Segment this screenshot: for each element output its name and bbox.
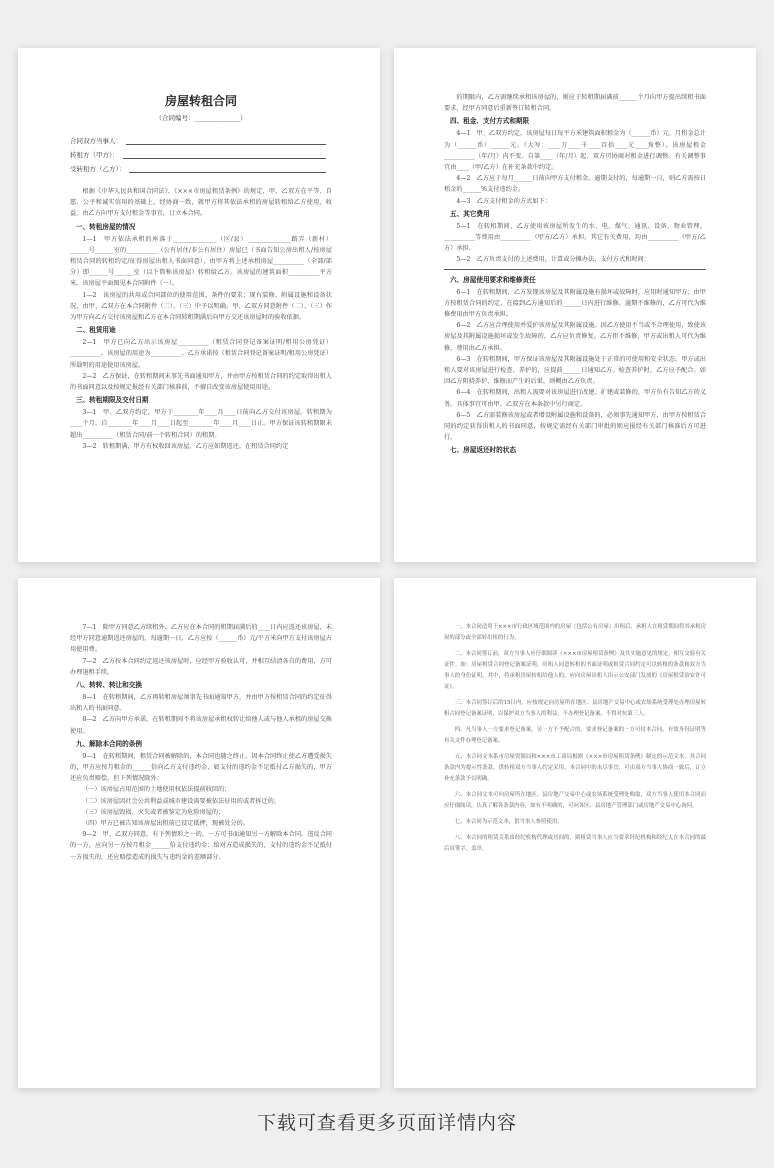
list-item: （四）甲方已被告知该房屋出租前已设定抵押，现被处分的。 — [82, 820, 250, 828]
blank-line — [444, 269, 706, 270]
clause: 3—2 转租期满，甲方有权收回该房屋，乙方应如期返还。在租赁合同约定 — [82, 442, 289, 450]
clause: 4—3 乙方支付租金的方式如下： — [456, 197, 551, 205]
party-label: 转租方（甲方）： — [70, 151, 119, 159]
section-heading: 四、租金、支付方式和期限 — [450, 117, 530, 126]
section-heading: 九、解除本合同的条例 — [76, 739, 142, 748]
clause: 7—1 除甲方同意乙方续租外、乙方应在本合同的租期届满后的____日内应返还该房屋，未经甲方同意逾期返还房屋的，每逾期一日，乙方应按（______币）元/平方米向甲方支付该房屋占用使用费。 — [70, 624, 332, 654]
list-item: （三）该房屋毁损、灭失或者被鉴定为危险房屋的； — [82, 808, 225, 816]
contract-page-1 — [18, 48, 380, 562]
contract-number: （合同编号：______________） — [155, 114, 247, 122]
note: 二、本合同签订前，双方当事人应仔细阅读《×××市房屋租赁条例》及其实施意见的规定，相互交验有关证件。如：房屋租赁合同登记备案证明，出租人同意转租的书面证明或租赁合同约定可以转租的条款和双方当事人的身份证明。其中，将承租房屋转租给他人的，应向房屋出租人出示公安部门发放的《房屋租赁治安许可证》。 — [444, 651, 706, 690]
clause: 的期限内，乙方需继续承租该房屋的，则应于转租期届满前______个月向甲方提出续租书面要求，经甲方同意后重新签订转租合同。 — [444, 94, 706, 113]
note: 六、本合同文本可向房屋所在地区、县房地产交易中心或农场系统受理处购取，双方当事人使用本合同而应仔细阅读，认真了解各条款内容，如有不明确的，可向各区、县房地产管理部门或房地产交易中心询问。 — [444, 792, 706, 809]
clause: 9—1 在转租期间，租赁合同被解除的，本合同也随之终止。因本合同终止使乙方遭受损失的，甲方应按月租金的______倍向乙方支付违约金，如支付的违约金不足抵付乙方损失的，甲方还应负责赔偿，但下列情况除外： — [70, 752, 332, 783]
clause: 7—2 乙方按本合同约定返还该房屋时，应经甲方验收认可，并相互结清各自的费用，方可办理退租手续。 — [70, 657, 332, 676]
intro-paragraph: 根据《中华人民共和国合同法》、《×××市房屋租赁条例》的规定，甲、乙双方在平等、自愿、公平和诚实信用的基础上，经协商一致，就甲方将其依法承租的房屋转租给乙方使用、收益、由乙方向甲方支付租金等事宜，订立本合同。 — [70, 188, 332, 218]
section-heading: 一、转租房屋的情况 — [76, 222, 136, 231]
section-heading: 五、其它费用 — [450, 209, 490, 218]
section-heading: 七、房屋返还时的状态 — [450, 446, 516, 455]
clause: 4—1 甲、乙双方约定，该房屋每日每平方米建筑面积租金为（______币）元，月租金总计为（______币）______元。（大写：____万____千____百拾____元____角整）。该房屋租金__________（年/月）内不变。自第____（年/月）起，双方可协商对租金进行调整。有关调整事宜由____（甲/乙方）在补充条款中约定。 — [444, 130, 706, 172]
section-heading: 二、租赁用途 — [76, 326, 116, 335]
clause: 6—3 在转租期间，甲方保证该房屋及其附属设施处于正常的可使用和安全状态。甲方或出租人要对该房屋进行检查、养护的，应提前______日通知乙方。检查养护时，乙方应予配合。如因乙方阻挠养护、维修而产生的后果，则概由乙方负责。 — [444, 355, 706, 386]
list-item: （二）该房屋因社会公共利益或城市建设需要被依法征用的或者拆迁的。 — [82, 797, 280, 805]
clause: 1—1 甲方依法承租的座落于______________（区/县）______________路弄（新村）______号______室的__________（公有居住/非公有居住）房屋已（书面告知公房出租人/按房屋租赁合同的转租约定/征得房屋出租人书面同意），由甲方将上述承租房屋__________（全部/部分）即______号______室（以下简称该房屋）转租给乙方。该房屋的建筑面积__________平方米。该房屋平面图见本合同附件（一）。 — [70, 235, 332, 288]
section-heading: 三、转租期限及交付日期 — [76, 396, 149, 405]
note: 三、本合同签订后的15日内，应按规定向房屋所在地区、县房地产交易中心或农场系统受理处办理房屋转租合同登记备案证明，以保护双方当事人的利益，不办理登记备案，不得对抗第三人。 — [444, 700, 706, 717]
note: 五、本合同文本系市房屋资源局和×××市工商局根据《×××市房屋租赁条例》制定的示范文本，其合同条款内为提示性条款，供转租双方当事人约定采用。本合同中的未尽事宜，可由双方当事人协商一致后，订立补充条款予以明确。 — [444, 754, 706, 782]
clause: 8—2 乙方向甲方承诺，在转租期间不将该房屋承租权转让给他人或与他人承租的房屋交换使用。 — [70, 716, 332, 735]
clause: 6—1 在转租期间，乙方发现该房屋及其附属设施有损坏或故障时，应用时通知甲方；由甲方按租赁合同的约定，在接到乙方通知后的______日内进行维修。逾期不维修的，乙方可代为维修费用由甲方负责承担。 — [444, 288, 706, 319]
clause: 8—1 在转租期间，乙方再转租房屋须事先书面通知甲方，并由甲方按租赁合同的约定征得出租人的书面同意。 — [70, 694, 332, 713]
party-label: 受转租方（乙方）： — [70, 165, 126, 173]
clause: 2—1 甲方已向乙方出示该房屋__________（租赁合同登记备案证明/租用公房凭证）__________。该房屋的用途为__________。乙方承诺按（租赁合同登记备案证明/租用公房凭证）所载明的用途使用该房屋。 — [70, 339, 332, 369]
note: 四、凡当事人一方要求登记备案，另一方不予配合的，要求登记备案的一方可持本合同，有效身份证明等有关文件办理登记备案。 — [444, 727, 706, 744]
clause: 6—5 乙方需装修该房屋或者增设附属设施和设备的，必须事先通知甲方，由甲方按租赁合同的约定获得出租人的书面同意，按规定需经有关部门审批的则应报经有关部门核准后方可进行。 — [444, 411, 706, 442]
clause: 6—2 乙方应合理使用并爱护该房屋及其附属设施。因乙方使用不当或不合理使用，致使该房屋及其附属设施损坏或发生故障的，乙方应负责修复。乙方拒不维修，甲方或出租人可代为维修，费用由乙方承担。 — [444, 322, 706, 352]
clause: 2—2 乙方保证，在转租期间未事先书面通知甲方，并由甲方按租赁合同的约定取得出租人的书面同意以及按规定报经有关部门核准前，不擅自改变该房屋使用用途。 — [70, 372, 332, 392]
contract-page-3 — [18, 578, 380, 1088]
clause: 6—4 在转租期间，出租人需要对该房屋进行改建、扩建或装修的，甲方负有告知乙方的义务。具体事宜可由甲、乙双方在本条款中另行商定。 — [444, 389, 706, 408]
clause: 9—2 甲、乙双方同意，有下列情形之一的，一方可书面通知另一方解除本合同。违反合同的一方，应向另一方按月租金______倍支付违约金；给对方造成损失的，支付的违约金不足抵付一方损失的，还应赔偿造成的损失与违约金的差额部分。 — [70, 831, 332, 861]
list-item: （一）该房屋占用范围的土地使用权依法提前收回的； — [82, 786, 231, 794]
clause: 1—2 该房屋的共用或合同部位的使用范围、条件的要求；现有装修、附属设施和设备状况，由甲、乙双方在本合同附件（二）、（三）中予以明确。甲、乙双方同意附件（二）、（三）作为甲方向乙方交付该房屋和乙方在本合同转租期满后向甲方交还该房屋时的验收依据。 — [70, 291, 332, 322]
note: 七、本合同为示范文本，供当事人参照使用。 — [454, 819, 563, 825]
clause: 3—1 甲、乙双方约定，甲方于________年____月____日前向乙方交付该房屋。转租期为____个月。自________年____月____日起至________年____月____日止。甲方保证该转租期限未超出__________（租赁合同/前一个转租合同）的租期。 — [70, 409, 332, 439]
clause: 5—1 在转租期间，乙方使用该房屋所发生的水、电、煤气、通讯、设备、物业管理、__________等费用由__________（甲方/乙方）承担。其它有关费用，均由__________（甲方/乙方）承担。 — [444, 222, 706, 253]
party-line — [70, 162, 332, 176]
download-more-text: 下载可查看更多页面详情内容 — [256, 1112, 517, 1134]
clause: 4—2 乙方应于每月______日前向甲方支付租金。逾期支付的，每逾期一日，则乙方需按日租金的______%支付违约金。 — [444, 175, 706, 194]
section-heading: 八、转转、转让和交换 — [76, 681, 142, 690]
section-heading: 六、房屋使用要求和维修责任 — [450, 275, 536, 284]
clause: 5—2 乙方负责支付的上述费用，计算或分摊办法、支付方式和时间： — [456, 256, 650, 264]
party-line — [70, 148, 332, 162]
note: 一、本合同适用于×××市行政区域范围内的房屋（包括公有房屋）出租后，承租人在租赁期间将其承租房屋的部分或全部转出租的行为。 — [444, 624, 706, 641]
party-label: 合同双方当事人： — [70, 137, 122, 145]
contract-page-2 — [394, 48, 756, 562]
note: 八、本合同的租赁关系由经纪机构代理或居间的，则租赁当事人应当要求经纪机构和经纪人在本合同的最后页签字、盖章。 — [444, 835, 706, 852]
contract-page-4 — [394, 578, 756, 1088]
page-title: 房屋转租合同 — [164, 94, 237, 108]
party-line — [70, 134, 332, 148]
